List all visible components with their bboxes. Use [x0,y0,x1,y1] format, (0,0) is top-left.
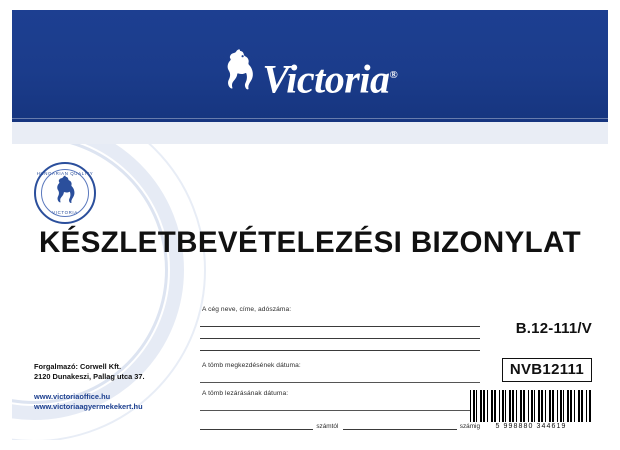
distributor-links [34,392,145,412]
barcode-bars [470,390,592,422]
horse-icon [222,48,256,97]
range-from-input[interactable] [200,420,313,430]
sku-code: NVB12111 [502,358,592,382]
horse-seal-icon [52,175,78,210]
company-field-label: A cég neve, címe, adószáma: [202,306,292,313]
product-code: B.12-111/V [515,320,592,337]
band-hairline [12,118,608,119]
header-lower-strip [12,122,608,145]
document-sheet [12,10,608,440]
brand-header-band [12,10,608,122]
distributor-name: Forgalmazó: Corwell Kft. [34,362,122,371]
company-field-line-1[interactable] [200,315,480,327]
range-to-label: számig [459,423,480,430]
distributor-address: 2120 Dunakeszi, Pallag utca 37. [34,372,145,381]
registered-mark: ® [389,68,398,81]
website-primary[interactable]: www.victoriaoffice.hu [34,392,111,401]
barcode-number: 5 998880 344619 [495,423,567,430]
order-date-line[interactable] [200,371,480,383]
quality-seal [34,162,96,224]
form-fields [200,306,480,430]
brand-name: Victoria® [262,56,398,101]
order-date-label: A tömb megkezdésének dátuma: [202,362,301,369]
range-to-input[interactable] [343,420,456,430]
close-date-label: A tömb lezárásának dátuma: [202,390,289,397]
seal-text-top: HUNGARIAN QUALITY [36,171,94,176]
company-field-line-3[interactable] [200,339,480,351]
company-field-line-2[interactable] [200,327,480,339]
seal-text-bottom: VICTORIA [52,210,78,215]
range-from-label: számtól [316,423,339,430]
distributor-info [34,362,145,412]
barcode [470,390,592,430]
page-title: KÉSZLETBEVÉTELEZÉSI BIZONYLAT [38,226,582,259]
website-secondary[interactable]: www.victoriaagyermekekert.hu [34,402,143,411]
brand-logo-group [12,48,608,99]
close-date-line[interactable] [200,399,480,411]
document-body [12,144,608,440]
number-range-row [200,420,480,430]
